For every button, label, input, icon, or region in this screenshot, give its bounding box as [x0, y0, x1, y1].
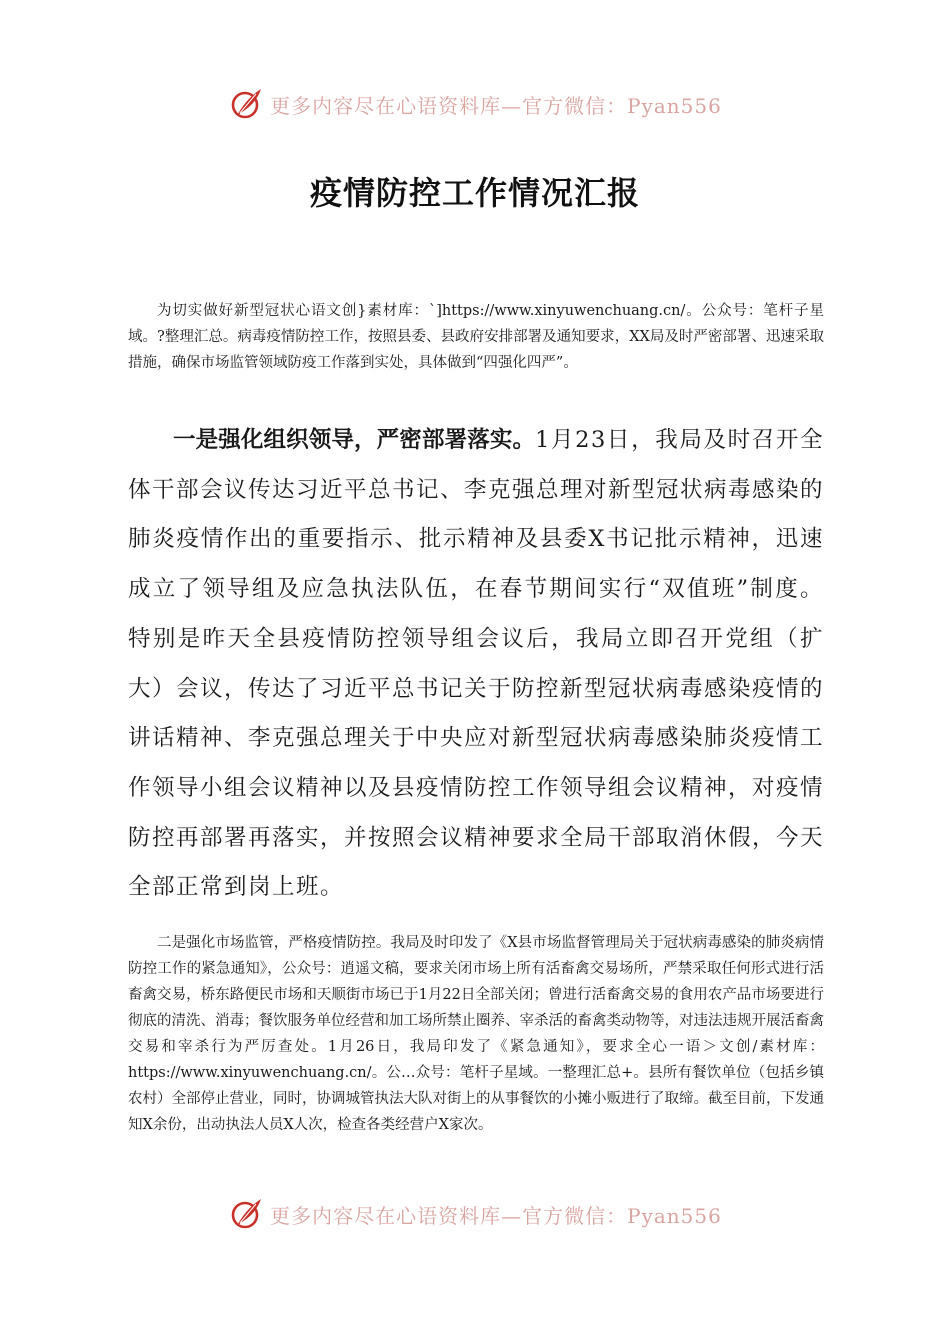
section-one-lead: 一是强化组织领导，严密部署落实。 [173, 427, 536, 453]
section-one-paragraph [128, 416, 824, 913]
section-one-body: 1月23日，我局及时召开全体干部会议传达习近平总书记、李克强总理对新型冠状病毒感染的肺炎疫情作出的重要指示、批示精神及县委X书记批示精神，迅速成立了领导组及应急执法队伍，在春节期间实行“双值班”制度。特别是昨天全县疫情防控领导组会议后，我局立即召开党组（扩大）会议，传达了习近平总书记关于防控新型冠状病毒感染疫情的讲话精神、李克强总理关于中央应对新型冠状病毒感染肺炎疫情工作领导小组会议精神以及县疫情防控工作领导组会议精神，对疫情防控再部署再落实，并按照会议精神要求全局干部取消休假，今天全部正常到岗上班。 [128, 427, 825, 901]
banner-text: 更多内容尽在心语资料库—官方微信：Pyan556 [270, 1203, 722, 1228]
feather-pen-logo-icon [228, 86, 264, 122]
feather-pen-logo-icon [228, 1196, 264, 1232]
banner-text: 更多内容尽在心语资料库—官方微信：Pyan556 [270, 93, 722, 118]
footer-banner [0, 1192, 950, 1236]
document-title: 疫情防控工作情况汇报 [309, 174, 640, 212]
section-two-paragraph: 二是强化市场监管，严格疫情防控。我局及时印发了《X县市场监督管理局关于冠状病毒感染的肺炎病情防控工作的紧急通知》，公众号：逍遥文稿，要求关闭市场上所有活畜禽交易场所，严禁采取任何形式进行活畜禽交易，桥东路便民市场和天顺街市场已于1月22日全部关闭；曾进行活畜禽交易的食用农产品市场要进行彻底的清洗、消毒；餐饮服务单位经营和加工场所禁止圈养、宰杀活的畜禽类动物等，对违法违规开展活畜禽交易和宰杀行为严厉查处。1月26日，我局印发了《紧急通知》，要求全心一语＞文创/素材库：https://www.xinyuwenchuang.cn/。公…众号：笔杆子星域。一整理汇总+。县所有餐饮单位（包括乡镇农村）全部停止营业，同时，协调城管执法大队对街上的从事餐饮的小摊小贩进行了取缔。截至目前，下发通知X余份，出动执法人员X人次，检查各类经营户X家次。 [128, 935, 824, 1133]
intro-paragraph: 为切实做好新型冠状心语文创}素材库：`]https://www.xinyuwenchuang.cn/。公众号：笔杆子星域。?整理汇总。病毒疫情防控工作，按照县委、县政府安排部署及通知要求，XX局及时严密部署、迅速采取措施，确保市场监管领域防疫工作落到实处，具体做到“四强化四严”。 [128, 303, 824, 371]
header-banner [0, 82, 950, 126]
